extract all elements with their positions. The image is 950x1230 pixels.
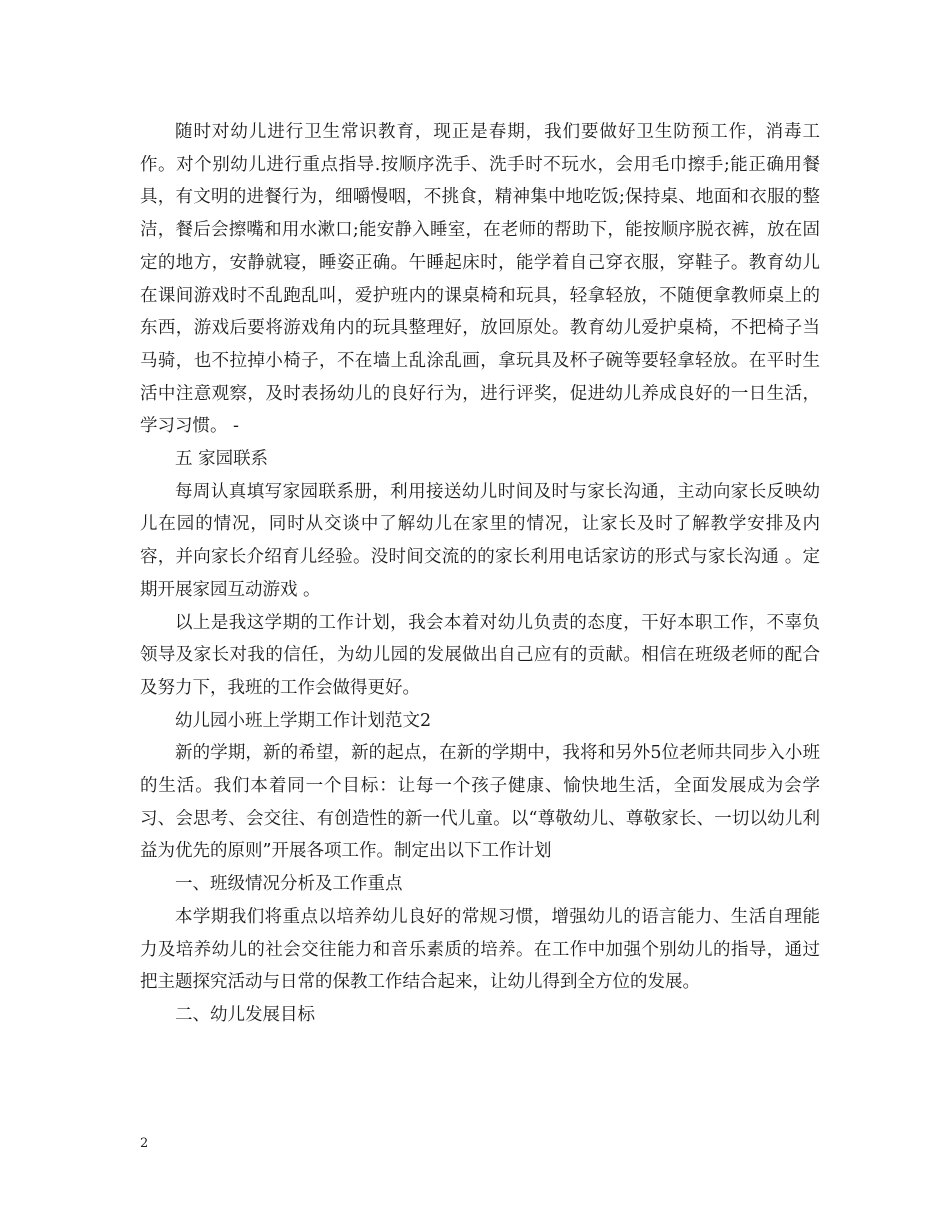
paragraph-hygiene-education: 随时对幼儿进行卫生常识教育，现正是春期，我们要做好卫生防预工作，消毒工作。对个别幼儿进行重点指导.按顺序洗手、洗手时不玩水，会用毛巾擦手;能正确用餐具，有文明的进餐行为，细嚼慢咽，不挑食，精神集中地吃饭;保持桌、地面和衣服的整洁，餐后会擦嘴和用水漱口;能安静入睡室，在老师的帮助下，能按顺序脱衣裤，放在固定的地方，安静就寝，睡姿正确。午睡起床时，能学着自己穿衣服，穿鞋子。教育幼儿在课间游戏时不乱跑乱叫，爱护班内的课桌椅和玩具，轻拿轻放，不随便拿教师桌上的东西，游戏后要将游戏角内的玩具整理好，放回原处。教育幼儿爱护桌椅，不把椅子当马骑，也不拉掉小椅子，不在墙上乱涂乱画，拿玩具及杯子碗等要轻拿轻放。在平时生活中注意观察，及时表扬幼儿的良好行为，进行评奖，促进幼儿养成良好的一日生活，学习习惯。 - — [140, 122, 820, 437]
section-heading-home-school-contact: 五 家园联系 — [175, 449, 269, 470]
page-number: 2 — [140, 1136, 149, 1151]
paragraph-home-school-contact: 每周认真填写家园联系册，利用接送幼儿时间及时与家长沟通，主动向家长反映幼儿在园的情况，同时从交谈中了解幼儿在家里的情况，让家长及时了解教学安排及内容，并向家长介绍育儿经验。没时间交流的的家长利用电话家访的形式与家长沟通 。定期开展家园互动游戏 。 — [140, 481, 820, 600]
section-heading-development-goals: 二、幼儿发展目标 — [175, 1004, 315, 1025]
paragraph-conclusion: 以上是我这学期的工作计划，我会本着对幼儿负责的态度，干好本职工作，不辜负领导及家长对我的信任，为幼儿园的发展做出自己应有的贡献。相信在班级老师的配合及努力下，我班的工作会做得更好。 — [140, 612, 820, 698]
document-subtitle-sample-2: 幼儿园小班上学期工作计划范文2 — [175, 710, 432, 731]
paragraph-class-analysis: 本学期我们将重点以培养幼儿良好的常规习惯，增强幼儿的语言能力、生活自理能力及培养幼儿的社会交往能力和音乐素质的培养。在工作中加强个别幼儿的指导，通过把主题探究活动与日常的保教工作结合起来，让幼儿得到全方位的发展。 — [140, 906, 820, 993]
document-body — [140, 116, 820, 1032]
paragraph-new-semester: 新的学期，新的希望，新的起点，在新的学期中，我将和另外5位老师共同步入小班的生活。我们本着同一个目标：让每一个孩子健康、愉快地生活，全面发展成为会学习、会思考、会交往、有创造性的新一代儿童。以“尊敬幼儿、尊敬家长、一切以幼儿利益为优先的原则”开展各项工作。制定出以下工作计划 — [140, 743, 820, 862]
section-heading-class-analysis: 一、班级情况分析及工作重点 — [175, 874, 403, 895]
